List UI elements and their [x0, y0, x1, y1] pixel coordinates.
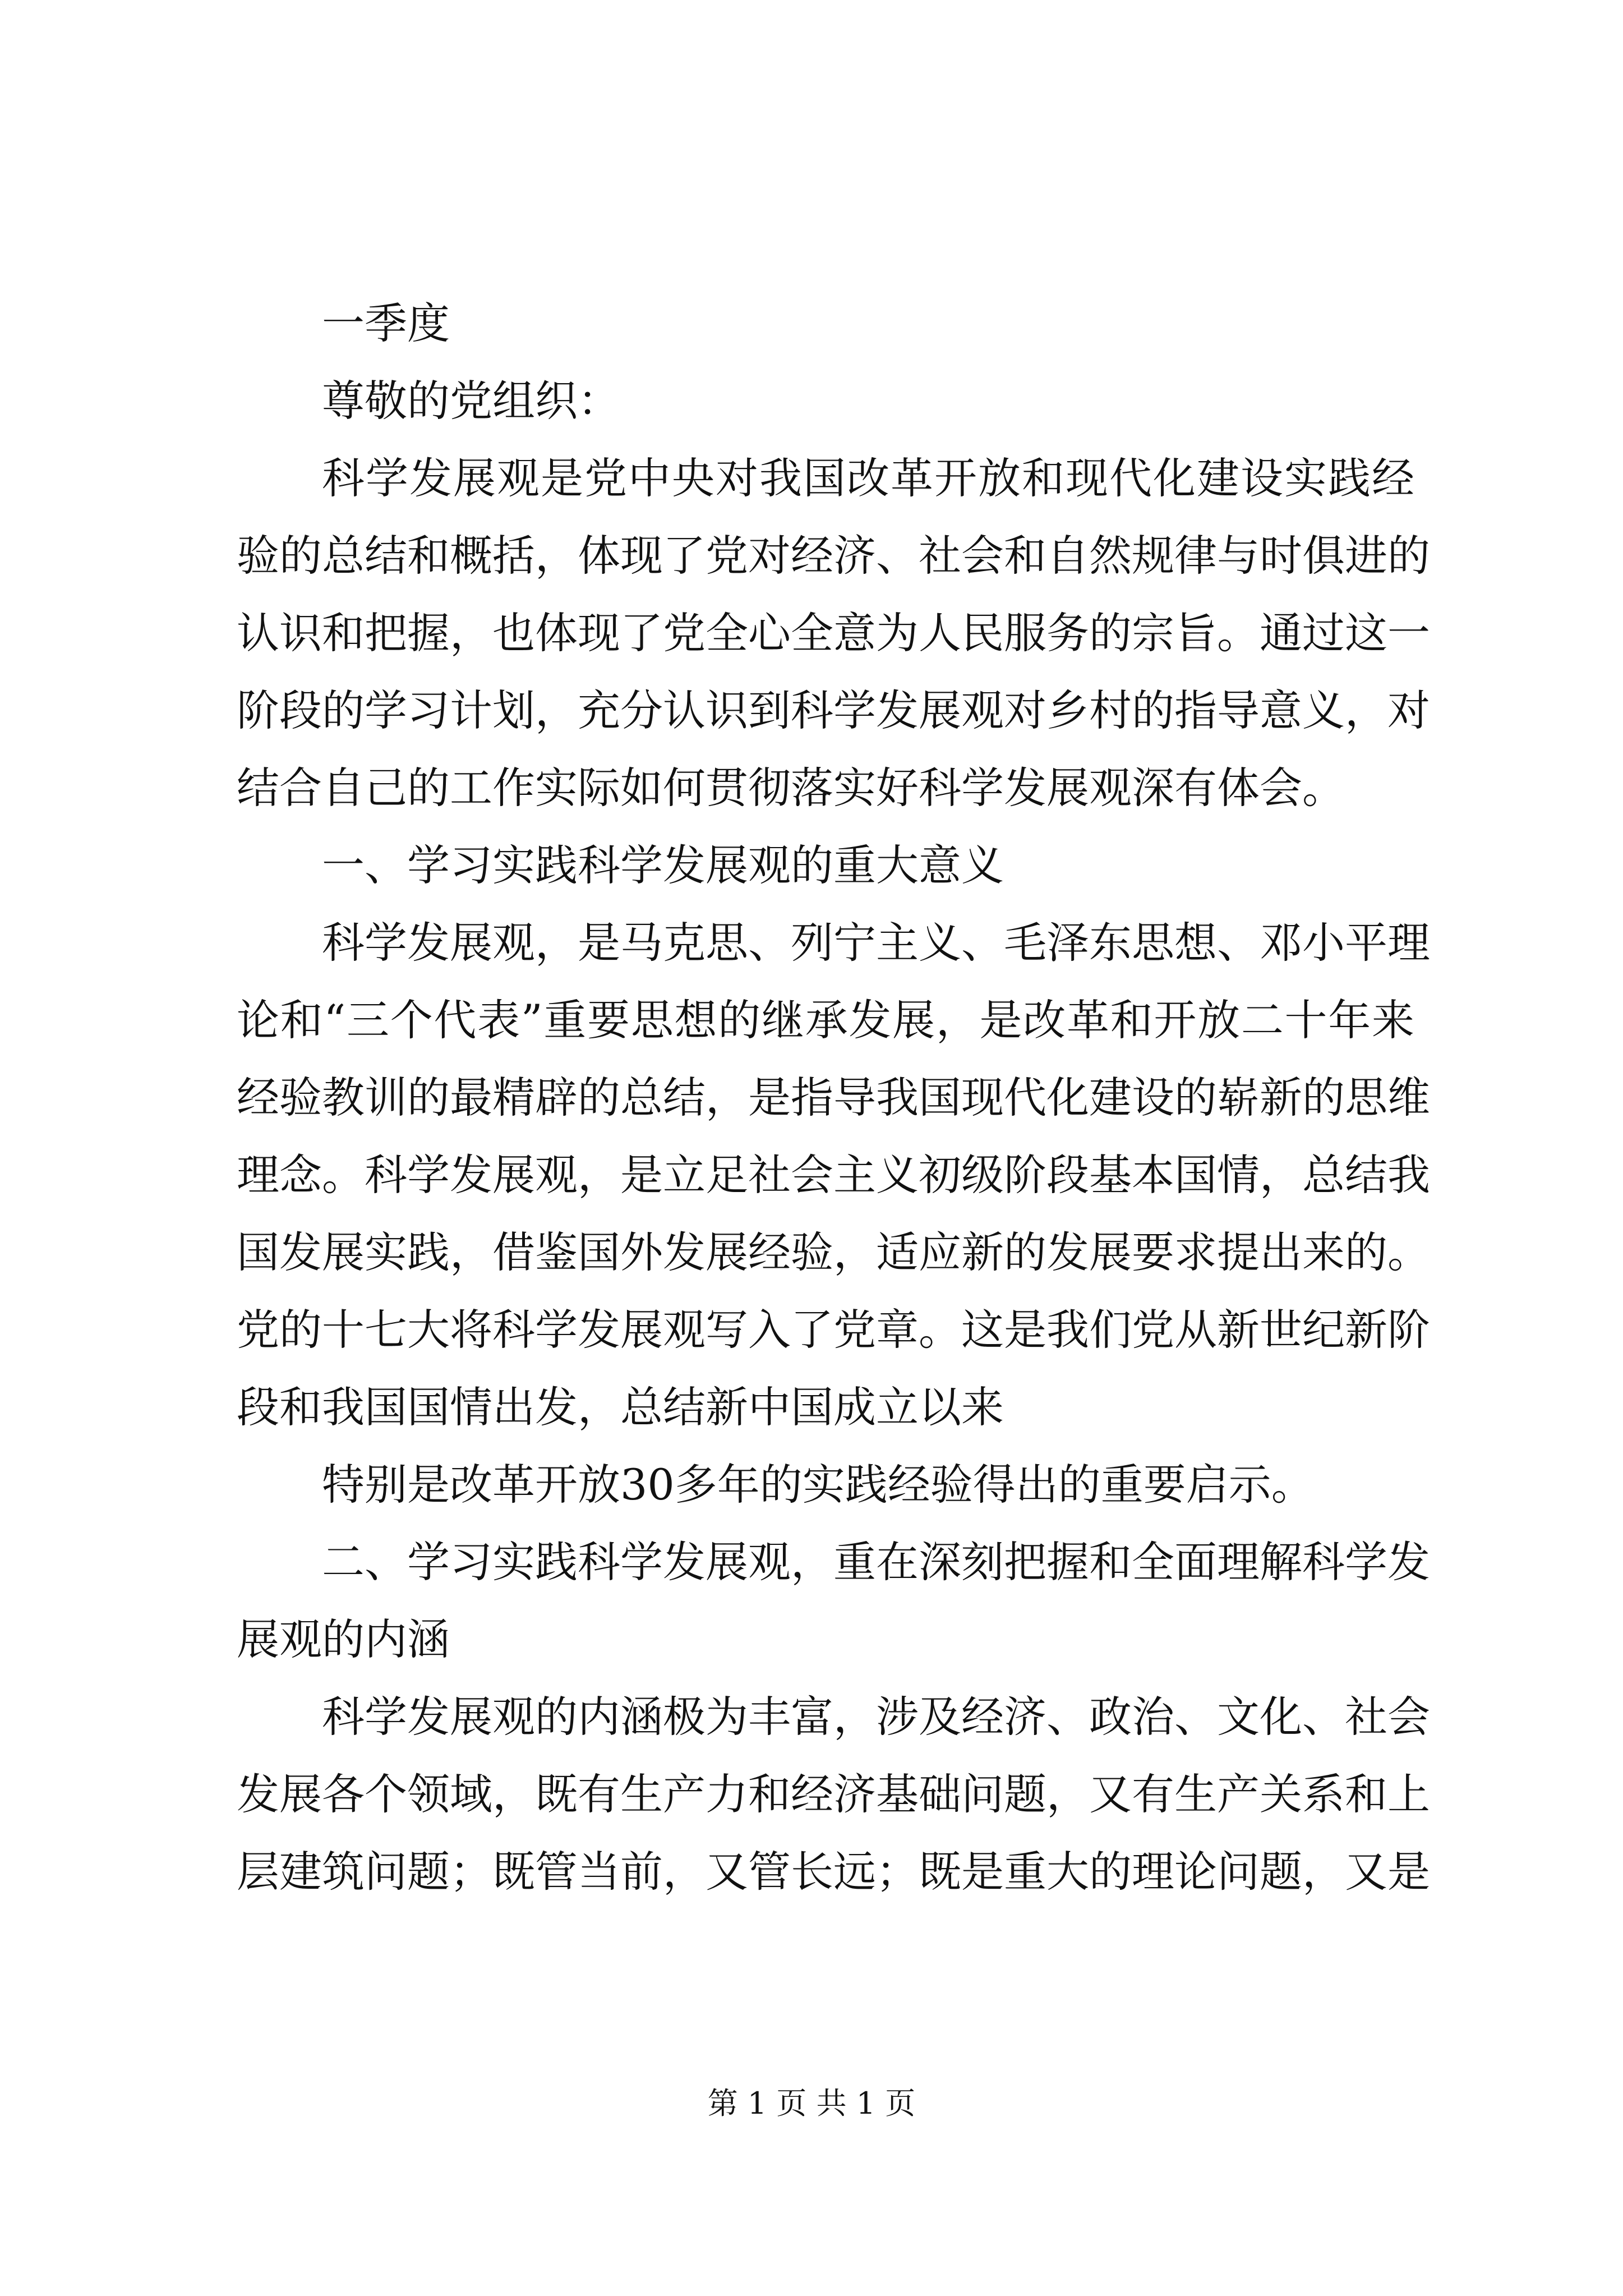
- paragraph-line: 验的总结和概括，体现了党对经济、社会和自然规律与时俱进的: [237, 531, 1430, 581]
- paragraph-line: 经验教训的最精辟的总结，是指导我国现代化建设的崭新的思维: [237, 1073, 1430, 1122]
- section-heading-2: 二、学习实践科学发展观，重在深刻把握和全面理解科学发: [322, 1537, 1430, 1587]
- page-footer: [0, 2081, 1623, 2126]
- paragraph-line: 特别是改革开放30多年的实践经验得出的重要启示。: [322, 1460, 1314, 1510]
- paragraph-line: 段和我国国情出发，总结新中国成立以来: [237, 1382, 1004, 1432]
- paragraph-line: 认识和把握，也体现了党全心全意为人民服务的宗旨。通过这一: [237, 608, 1430, 658]
- paragraph-line: 科学发展观的内涵极为丰富，涉及经济、政治、文化、社会: [322, 1692, 1430, 1742]
- paragraph-line: 理念。科学发展观，是立足社会主义初级阶段基本国情，总结我: [237, 1150, 1430, 1200]
- paragraph-line: 党的十七大将科学发展观写入了党章。这是我们党从新世纪新阶: [237, 1305, 1430, 1355]
- section-heading-1: 一、学习实践科学发展观的重大意义: [322, 840, 1004, 890]
- salutation: 尊敬的党组织：: [322, 376, 620, 426]
- paragraph-line: 结合自己的工作实际如何贯彻落实好科学发展观深有体会。: [237, 763, 1345, 813]
- paragraph-line: 阶段的学习计划，充分认识到科学发展观对乡村的指导意义，对: [237, 685, 1430, 735]
- section-heading-2-cont: 展观的内涵: [237, 1614, 450, 1664]
- heading-quarter: 一季度: [322, 298, 450, 348]
- paragraph-line: 层建筑问题；既管当前，又管长远；既是重大的理论问题，又是: [237, 1847, 1430, 1897]
- page-number-label: 第 1 页 共 1 页: [707, 2086, 916, 2121]
- paragraph-line: 国发展实践，借鉴国外发展经验，适应新的发展要求提出来的。: [237, 1227, 1430, 1277]
- paragraph-line: 发展各个领域，既有生产力和经济基础问题，又有生产关系和上: [237, 1769, 1430, 1819]
- paragraph-line: 科学发展观是党中央对我国改革开放和现代化建设实践经: [322, 453, 1414, 503]
- paragraph-line: 论和“三个代表”重要思想的继承发展，是改革和开放二十年来: [237, 995, 1414, 1045]
- paragraph-line: 科学发展观，是马克思、列宁主义、毛泽东思想、邓小平理: [322, 918, 1430, 968]
